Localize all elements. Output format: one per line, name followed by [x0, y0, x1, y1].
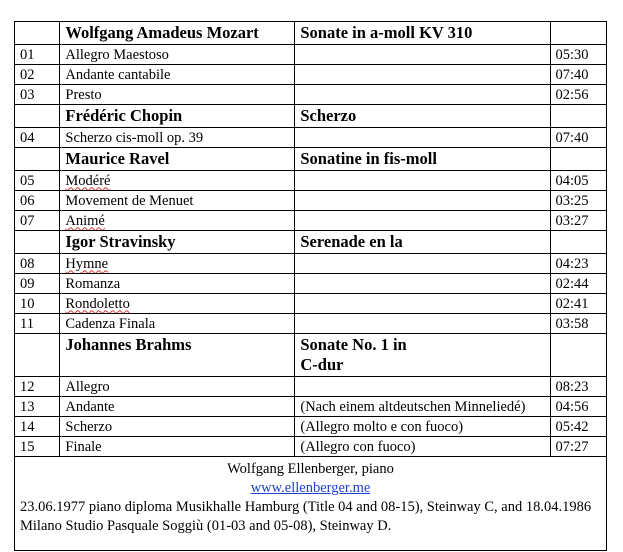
composer-name: Maurice Ravel: [60, 148, 295, 171]
track-duration: 07:27: [550, 437, 607, 457]
track-title-text: Animé: [65, 212, 105, 229]
table-row: [15, 377, 607, 397]
track-number: 08: [15, 254, 60, 274]
work-title-line2: C-dur: [300, 355, 344, 374]
track-title: Romanza: [60, 274, 295, 294]
track-duration: 04:56: [550, 397, 607, 417]
track-number: 06: [15, 191, 60, 211]
work-title: Scherzo: [295, 105, 550, 128]
table-row: [15, 417, 607, 437]
track-note: (Allegro con fuoco): [295, 437, 550, 457]
table-row: [15, 254, 607, 274]
track-note: [295, 171, 550, 191]
track-number: 15: [15, 437, 60, 457]
track-note: [295, 254, 550, 274]
track-duration: 02:41: [550, 294, 607, 314]
header-blank: [550, 22, 607, 45]
track-title: Allegro: [60, 377, 295, 397]
tracklist-table: [14, 21, 607, 457]
track-duration: 05:30: [550, 45, 607, 65]
track-duration: 08:23: [550, 377, 607, 397]
track-title: Andante cantabile: [60, 65, 295, 85]
table-row: [15, 171, 607, 191]
track-number: 03: [15, 85, 60, 105]
track-title: [60, 211, 295, 231]
work-title: Sonatine in fis-moll: [295, 148, 550, 171]
track-number: 02: [15, 65, 60, 85]
track-title: Scherzo cis-moll op. 39: [60, 128, 295, 148]
section-header: [15, 148, 607, 171]
track-note: (Allegro molto e con fuoco): [295, 417, 550, 437]
track-number: 14: [15, 417, 60, 437]
track-number: 12: [15, 377, 60, 397]
recording-info: 23.06.1977 piano diploma Musikhalle Hamburg (Title 04 and 08-15), Steinway C, and 18.04.1986 Milano Studio Pasquale Soggiù (01-03 and 05-08), Steinway D.: [20, 499, 592, 534]
track-title: Movement de Menuet: [60, 191, 295, 211]
track-note: [295, 45, 550, 65]
track-duration: 03:58: [550, 314, 607, 334]
table-row: [15, 65, 607, 85]
table-row: [15, 211, 607, 231]
table-row: [15, 274, 607, 294]
table-row: [15, 191, 607, 211]
track-title: Cadenza Finala: [60, 314, 295, 334]
track-note: [295, 191, 550, 211]
track-number: 10: [15, 294, 60, 314]
track-duration: 05:42: [550, 417, 607, 437]
header-blank: [550, 148, 607, 171]
track-title: [60, 254, 295, 274]
table-row: [15, 294, 607, 314]
work-title-text: Sonate in a-moll KV 310: [300, 23, 473, 42]
header-blank: [15, 148, 60, 171]
work-title: [295, 334, 550, 377]
track-duration: 07:40: [550, 128, 607, 148]
track-title: [60, 171, 295, 191]
track-note: [295, 294, 550, 314]
track-duration: 03:25: [550, 191, 607, 211]
track-number: 04: [15, 128, 60, 148]
header-blank: [15, 22, 60, 45]
track-number: 13: [15, 397, 60, 417]
track-note: [295, 211, 550, 231]
section-header: [15, 105, 607, 128]
track-note: (Nach einem altdeutschen Minneliedé): [295, 397, 550, 417]
track-number: 07: [15, 211, 60, 231]
track-title-text: Modéré: [65, 172, 111, 189]
header-blank: [550, 334, 607, 377]
track-title: Presto: [60, 85, 295, 105]
table-row: [15, 314, 607, 334]
table-row: [15, 397, 607, 417]
track-duration: 07:40: [550, 65, 607, 85]
website-link[interactable]: www.ellenberger.me: [250, 480, 371, 496]
work-title-line1: Sonate No. 1 in: [300, 335, 407, 354]
composer-name: Frédéric Chopin: [60, 105, 295, 128]
track-number: 01: [15, 45, 60, 65]
track-title: Finale: [60, 437, 295, 457]
section-header: [15, 334, 607, 377]
performer-credit: Wolfgang Ellenberger, piano: [227, 461, 394, 477]
section-header: [15, 22, 607, 45]
header-blank: [15, 231, 60, 254]
composer-name: Igor Stravinsky: [60, 231, 295, 254]
track-note: [295, 314, 550, 334]
track-number: 09: [15, 274, 60, 294]
table-row: [15, 437, 607, 457]
header-blank: [550, 105, 607, 128]
track-title-text: Hymne: [65, 255, 109, 272]
work-title: Serenade en la: [295, 231, 550, 254]
track-title: Scherzo: [60, 417, 295, 437]
track-title-text: Rondoletto: [65, 295, 130, 312]
table-row: [15, 128, 607, 148]
table-row: [15, 45, 607, 65]
track-note: [295, 274, 550, 294]
tracklist-document: [14, 21, 607, 551]
track-note: [295, 377, 550, 397]
track-title: [60, 294, 295, 314]
website-line: [15, 479, 606, 498]
composer-name: Johannes Brahms: [60, 334, 295, 377]
header-blank: [15, 334, 60, 377]
track-note: [295, 65, 550, 85]
table-row: [15, 85, 607, 105]
track-title: Allegro Maestoso: [60, 45, 295, 65]
header-blank: [15, 105, 60, 128]
track-duration: 04:05: [550, 171, 607, 191]
track-number: 11: [15, 314, 60, 334]
track-duration: 04:23: [550, 254, 607, 274]
track-title: Andante: [60, 397, 295, 417]
footer-credits: [14, 457, 607, 551]
track-duration: 03:27: [550, 211, 607, 231]
section-header: [15, 231, 607, 254]
work-title: [295, 22, 550, 45]
track-duration: 02:44: [550, 274, 607, 294]
track-duration: 02:56: [550, 85, 607, 105]
composer-name: Wolfgang Amadeus Mozart: [60, 22, 295, 45]
header-blank: [550, 231, 607, 254]
track-number: 05: [15, 171, 60, 191]
track-note: [295, 128, 550, 148]
track-note: [295, 85, 550, 105]
